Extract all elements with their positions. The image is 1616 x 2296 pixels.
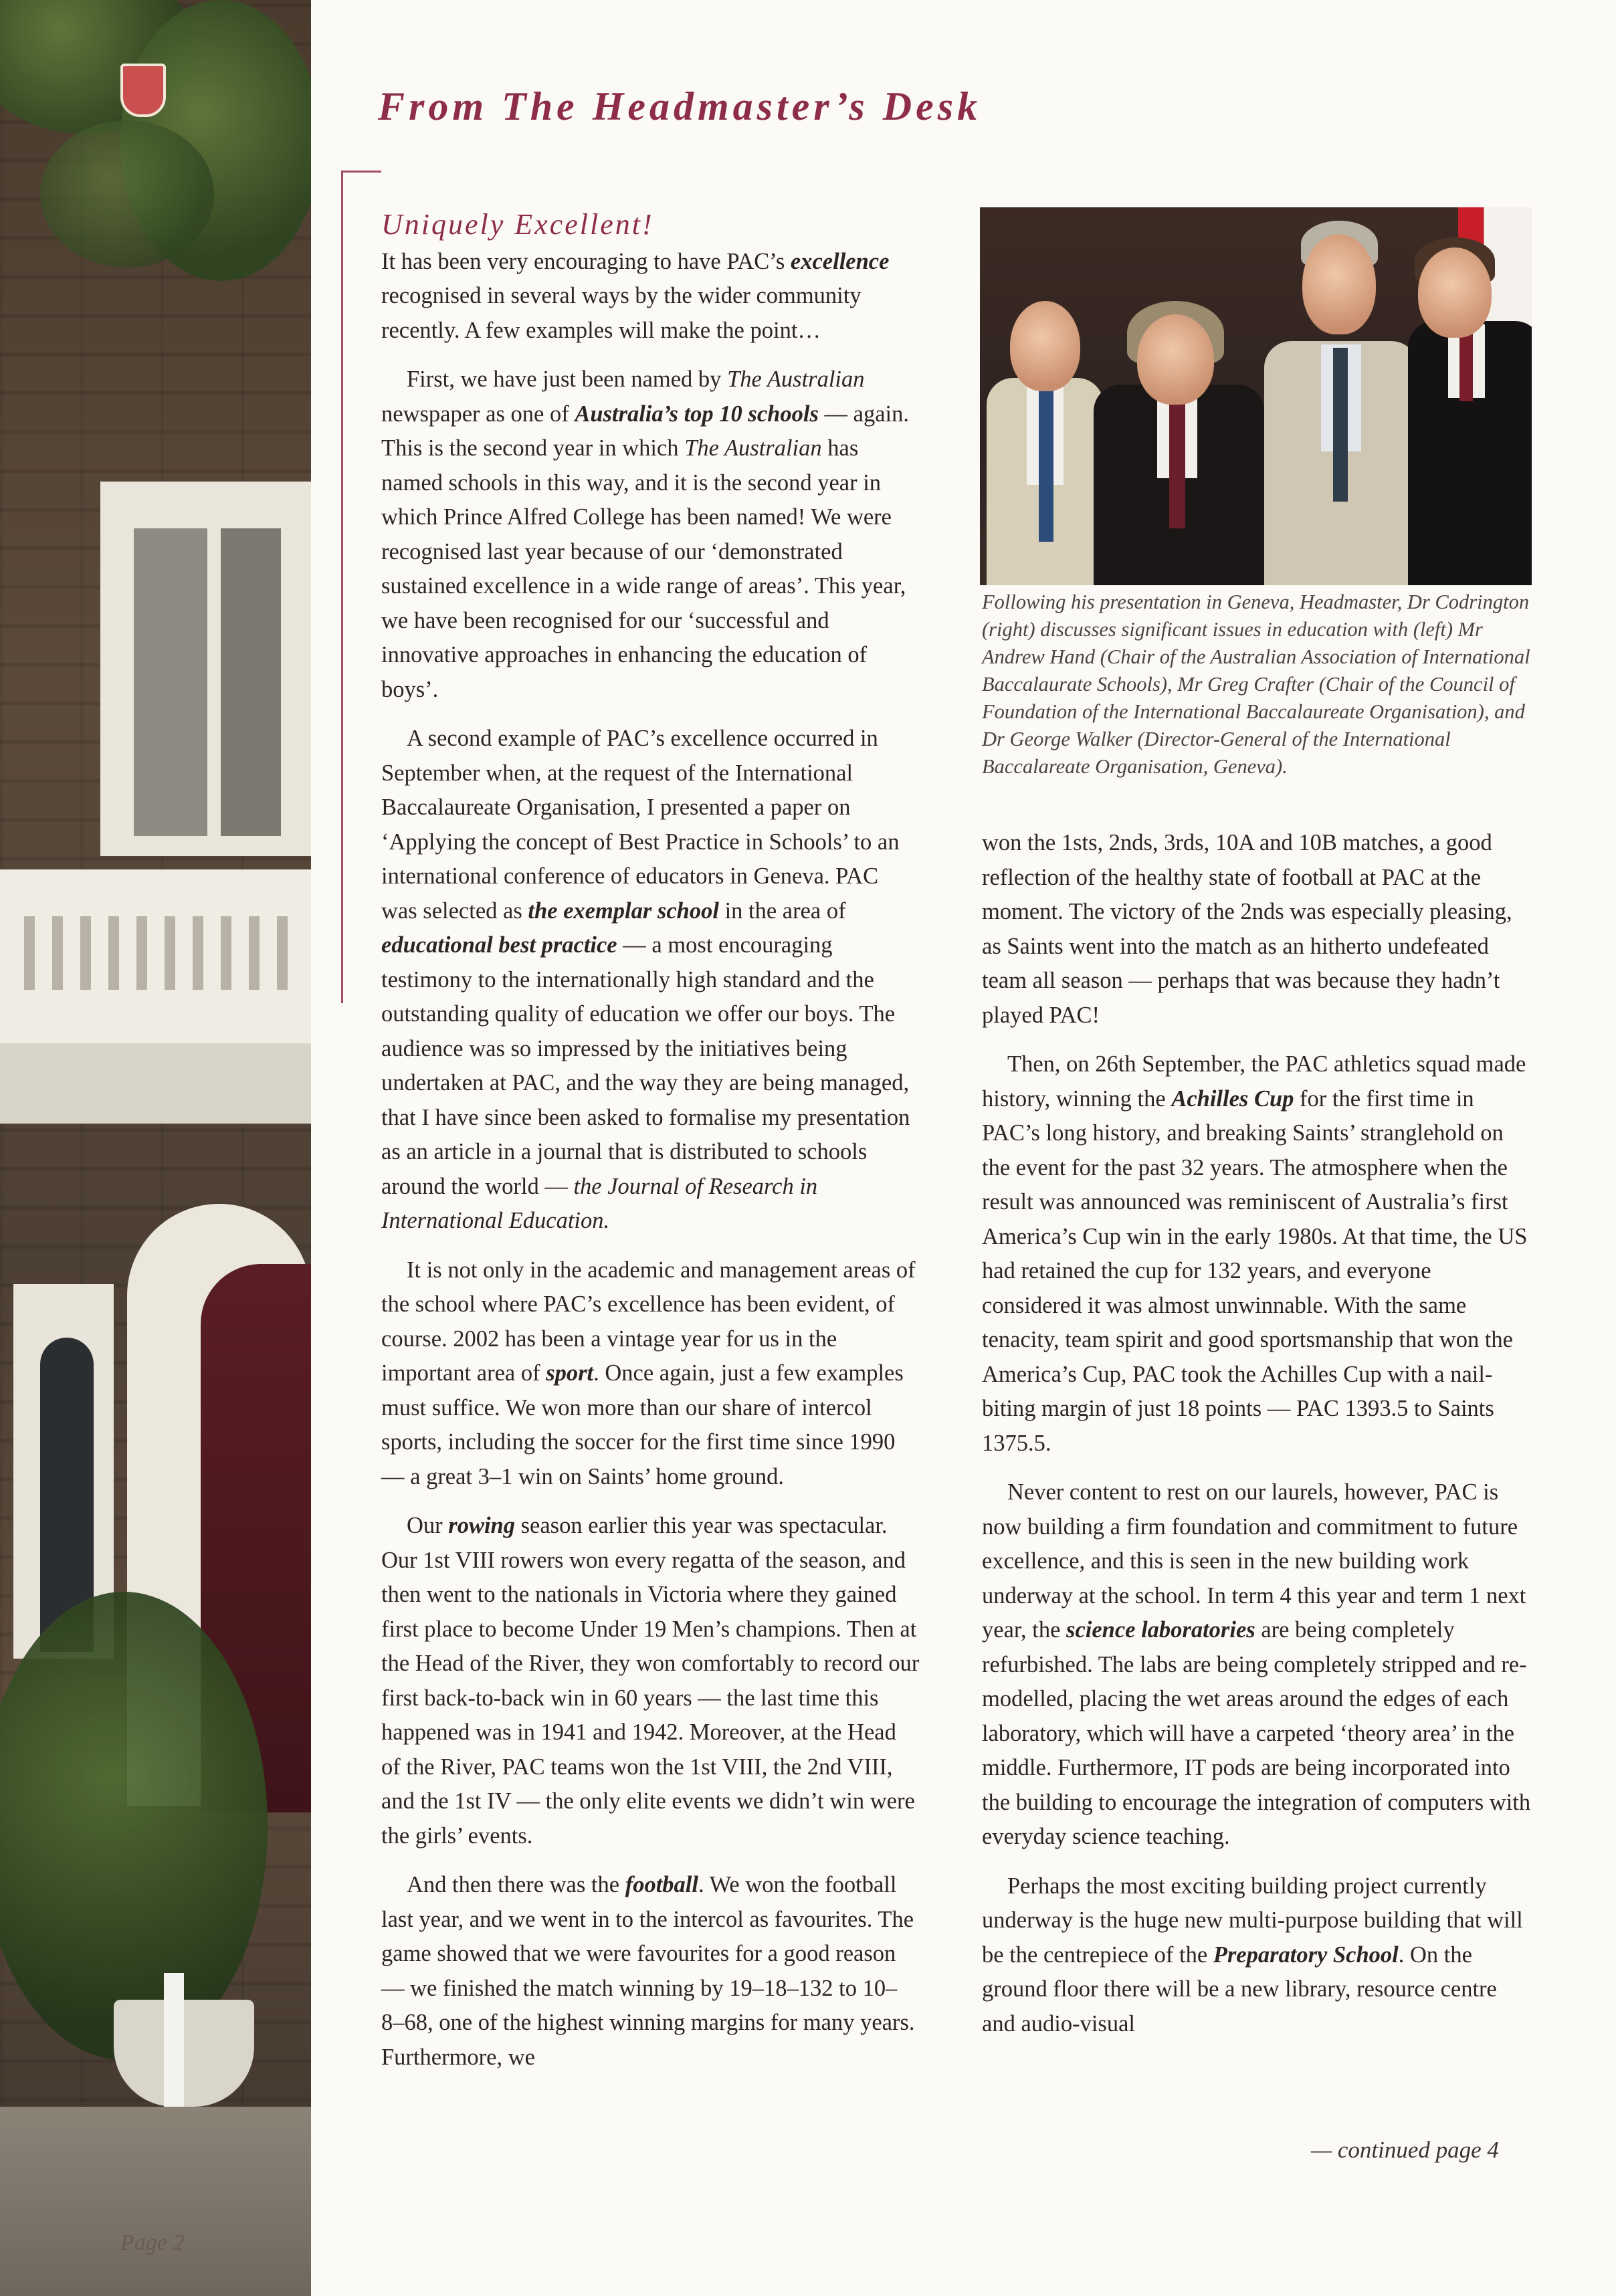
text-run: — again. This is the second year in which [381, 401, 909, 461]
text-run: It has been very encouraging to have PAC’s [381, 248, 791, 274]
article-subtitle: Uniquely Excellent! [381, 208, 654, 241]
photo-caption: Following his presentation in Geneva, Headmaster, Dr Codrington (right) discusses significant issues in education with (left) Mr Andrew Hand (Chair of the Australian Association of International Baccalaurate Schools), Mr Greg Crafter (Chair of the Council of Foundation of the International Baccalaureate Organisation), and Dr George Walker (Director-General of the International Baccalareate Organisation, Geneva). [982, 591, 1530, 778]
text-run: in the area of [718, 898, 846, 924]
text-run: And then there was the [407, 1872, 625, 1897]
article-column-left [381, 207, 920, 2089]
emphasis-text: excellence [790, 248, 890, 274]
text-run: newspaper as one of [381, 401, 575, 427]
text-run: for the first time in PAC’s long history, and breaking Saints’ stranglehold on the event for the past 32 years. The atmosphere when the result was announced was reminiscent of Australia’s first America’s Cup win in the early 1980s. At that time, the US had retained the cup for 132 years, and everyone considered it was almost unwinnable. With the same tenacity, team spirit and good sportsmanship that won the America’s Cup, PAC took the Achilles Cup with a nail-biting margin of just 18 points — PAC 1393.5 to Saints 1375.5. [982, 1085, 1528, 1456]
text-run: Perhaps the most exciting building project currently underway is the huge new multi-purpose building that will be the centrepiece of the [982, 1873, 1523, 1968]
decorative-rule [341, 171, 343, 1003]
window [221, 528, 281, 836]
tree-foliage [40, 120, 214, 268]
text-run: Our [407, 1513, 449, 1538]
balustrade [7, 916, 301, 990]
tie [1459, 328, 1473, 401]
page-number: Page 2 [120, 2230, 185, 2255]
cornice [0, 1043, 311, 1124]
text-run: . We won the football last year, and we went in to the intercol as favourites. The game showed that we were favourites for a good reason — we finished the match winning by 19–18–132 to 10–8–68, one of the highest winning margins for many years. Furthermore, we [381, 1872, 915, 2070]
emphasis-text: sport [546, 1360, 594, 1386]
text-run: season earlier this year was spectacular. Our 1st VIII rowers won every regatta of the season, and then went to the nationals in Victoria where they gained first place to become Under 19 Men’s champions. Then at the Head of the River, they won comfortably to record our first back-to-back win in 60 years — the last time this happened was in 1941 and 1942. Moreover, at the Head of the River, PAC teams won the 1st VIII, the 2nd VIII, and the 1st IV — the only elite events we didn’t win were the girls’ events. [381, 1513, 920, 1849]
article-column-right [982, 826, 1532, 2056]
emphasis-text: the exemplar school [528, 898, 719, 924]
text-run: . On the ground floor there will be a new library, resource centre and audio-visual [982, 1942, 1497, 2037]
text-run: Never content to rest on our laurels, however, PAC is now building a firm foundation and commitment to future excellence, and this is seen in the new building work underway at the school. In term 4 this year and term 1 next year, the [982, 1479, 1526, 1643]
article-paragraph [982, 1475, 1532, 1855]
italic-text: the Journal of Research in International Education. [381, 1173, 818, 1233]
urn-planter [114, 2000, 254, 2107]
emphasis-text: rowing [448, 1513, 515, 1538]
text-run: A second example of PAC’s excellence occurred in September when, at the request of the International Baccalaureate Organisation, I presented a paper on ‘Applying the concept of Best Practice in Schools’ to an international conference of educators in Geneva. PAC was selected as [381, 726, 900, 924]
tie [1333, 348, 1348, 502]
text-run: Then, on 26th September, the PAC athletics squad made history, winning the [982, 1051, 1526, 1112]
paragraph-list [982, 826, 1532, 2041]
school-crest-icon [120, 64, 166, 117]
text-run: won the 1sts, 2nds, 3rds, 10A and 10B matches, a good reflection of the healthy state of football at PAC at the moment. The victory of the 2nds was especially pleasing, as Saints went into the match as an hitherto undefeated team all season — perhaps that was because they hadn’t played PAC! [982, 830, 1512, 1028]
italic-text: The Australian [727, 367, 865, 392]
emphasis-text: science laboratories [1066, 1617, 1255, 1643]
face [1302, 234, 1376, 334]
article-paragraph [381, 722, 920, 1239]
emphasis-text: Preparatory School [1213, 1942, 1399, 1968]
text-run: are being completely refurbished. The labs are being completely stripped and re-modelled, placing the wet areas around the edges of each laboratory, which will have a carpeted ‘theory area’ in the middle. Furthermore, IT pods are being incorporated into the building to encourage the integration of computers with everyday science teaching. [982, 1617, 1531, 1849]
text-run: First, we have just been named by [407, 367, 728, 392]
face [1137, 314, 1214, 405]
continued-note: — continued page 4 [1311, 2137, 1499, 2163]
tie [1039, 388, 1053, 542]
article-paragraph [381, 1253, 920, 1495]
face [1418, 247, 1492, 338]
article-paragraph [381, 1868, 920, 2075]
emphasis-text: Australia’s top 10 schools [575, 401, 819, 427]
headmaster-photo [980, 207, 1532, 585]
article-paragraph [982, 1047, 1532, 1461]
building-photo [0, 0, 311, 2296]
emphasis-text: educational best practice [381, 932, 617, 958]
article-paragraph [381, 362, 920, 707]
text-run: — a most encouraging testimony to the internationally high standard and the outstanding quality of education we offer our boys. The audience was so impressed by the initiatives being undertaken at PAC, and the way they are being managed, that I have since been asked to formalise my presentation as an article in a journal that is distributed to schools around the world — [381, 932, 910, 1199]
face [1010, 301, 1080, 391]
page-title: From The Headmaster’s Desk [378, 84, 982, 128]
text-run: It is not only in the academic and management areas of the school where PAC’s excellence has been evident, of course. 2002 has been a vintage year for us in the important area of [381, 1257, 916, 1386]
article-paragraph [982, 1869, 1532, 2042]
paragraph-list [381, 245, 920, 2075]
emphasis-text: Achilles Cup [1171, 1085, 1294, 1112]
italic-text: The Australian [684, 435, 822, 461]
article-paragraph [381, 1509, 920, 1853]
window [134, 528, 207, 836]
text-run: . Once again, just a few examples must suffice. We won more than our share of intercol sports, including the soccer for the first time since 1990 — a great 3–1 win on Saints’ home ground. [381, 1360, 904, 1489]
text-run: has named schools in this way, and it is the second year in which Prince Alfred College has been named! We were recognised last year because of our ‘demonstrated sustained excellence in a wide range of areas’. This year, we have been recognised for our ‘successful and innovative approaches in enhancing the education of boys’. [381, 435, 906, 702]
decorative-rule [341, 171, 381, 173]
tie [1169, 395, 1185, 528]
article-paragraph [381, 245, 920, 348]
article-paragraph [982, 826, 1532, 1033]
emphasis-text: football [625, 1872, 698, 1897]
text-run: recognised in several ways by the wider community recently. A few examples will make the point… [381, 283, 862, 343]
pavement [0, 2107, 311, 2296]
